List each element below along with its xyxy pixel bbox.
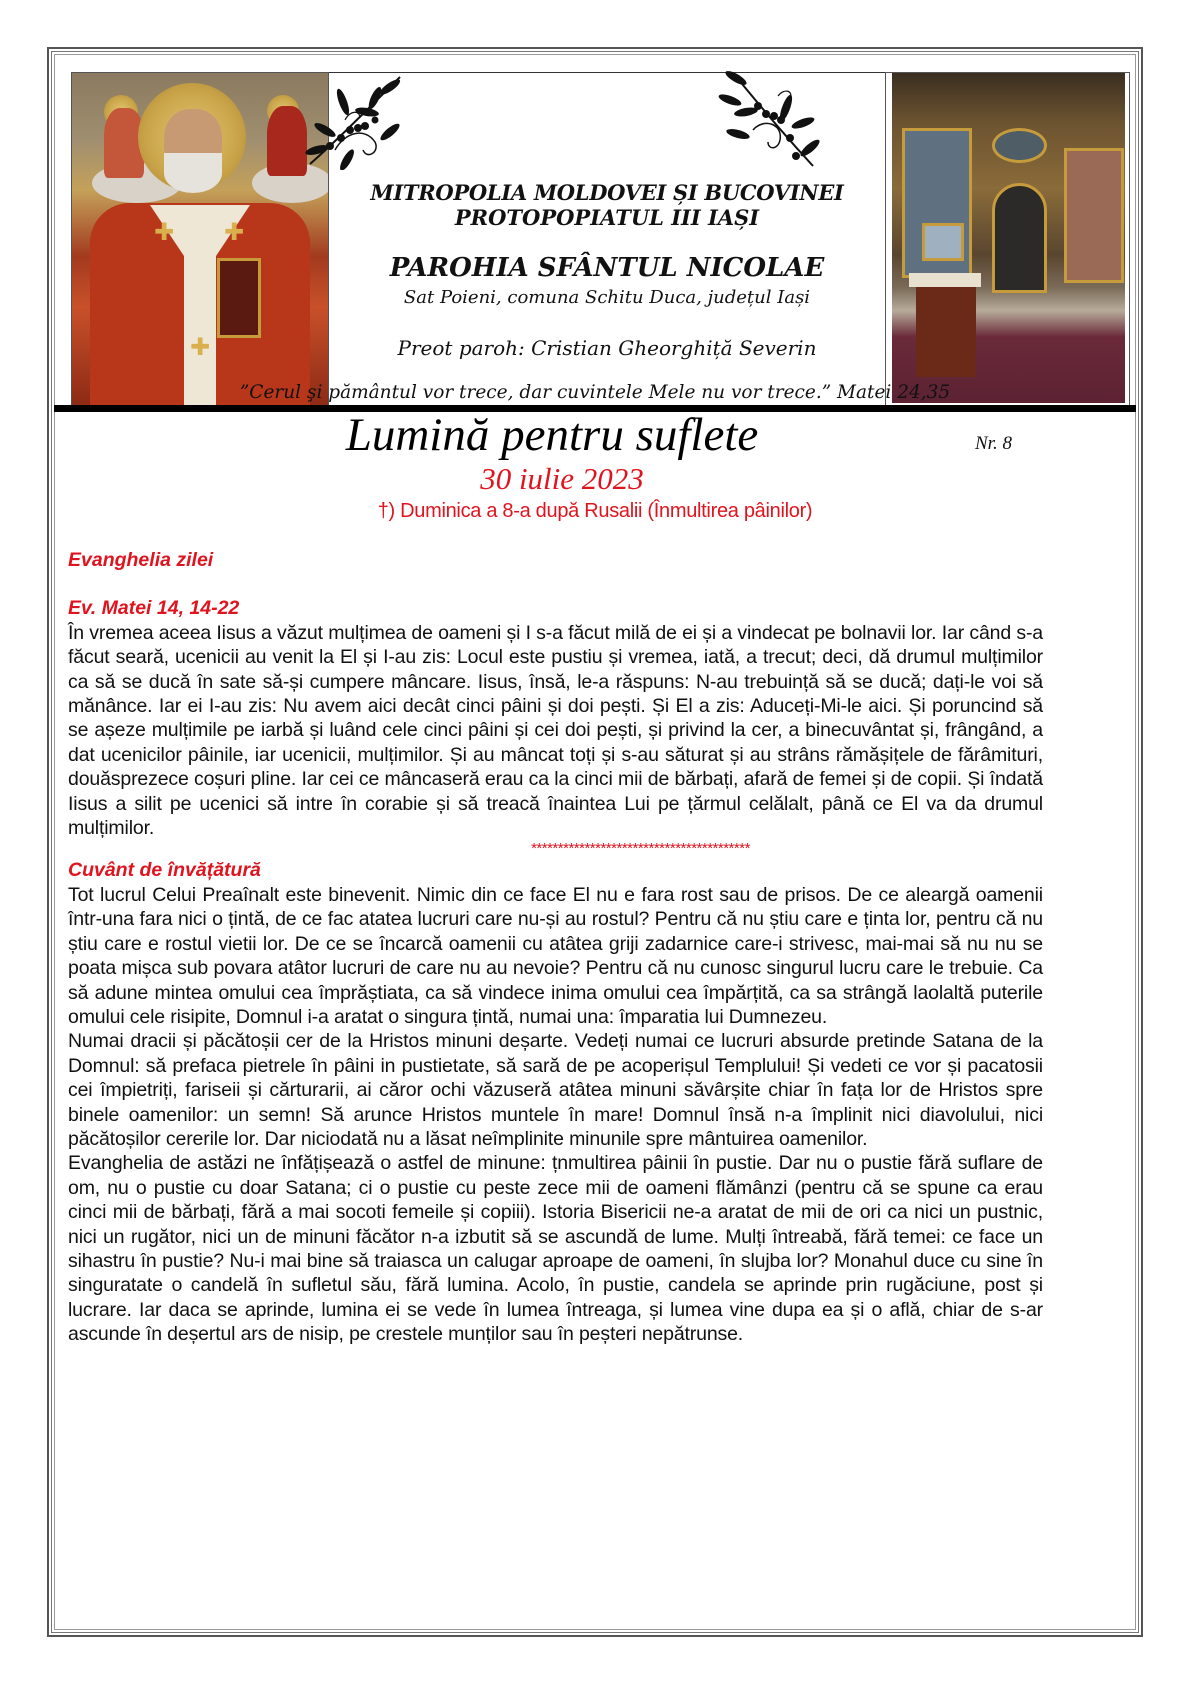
sermon-paragraph: Numai dracii și păcătoșii cer de la Hristos minuni deșarte. Vedeți numai ce lucruri absurde pretinde Satana de la Domnul: să prefaca pietrele în pâini in pustietate, să sară de pe acoperișul Templului! Și vedeti ce vor și pacatosii cei împietriți, fariseii și cărturarii, ai căror ochi văzuseră atâtea minuni săvârșite chiar în fața lor de Hristos spre binele oamenilor: un semn! Să arunce Hristos muntele în mare! Domnul însă n-a împlinit nici diavolului, nici păcătoșilor cererile lor. Dar niciodată nu a lăsat neîmplinite minunile spre mântuirea oamenilor. <box>68 1030 1043 1150</box>
icon-on-lectern <box>922 223 964 261</box>
sermon-paragraph: Evanghelia de astăzi ne înfățișează o astfel de minune: țnmultirea pâinii în pustie. Dar nu o pustie fără suflare de om, nu o pustie cu doar Satana; ci o pustie cu peste zece mii de oameni flămânzi (pentru că se spune ca erau cinci mii de bărbați, fără a mai socoti femeile și copiii). Istoria Bisericii ne-a aratat de mii de ori ca nici un pustnic, nici un rugător, nici un de minuni făcător n-a izbutit să se ascundă de lume. Mulți întreabă, fără temei: ce face un sihastru în pustie? Nu-i mai bine să traiasca un calugar aproape de oameni, în slujba lor? Monahul duce cu sine în singuratate o candelă în sufletul său, fără lumina. Acolo, în pustie, candela se aprinde prin rugăciune, post și lucrare. Iar daca se aprinde, lumina ei se vede în lumea întreaga, și lumea vine dupa ea și o află, chiar de s-ar ascunde în deșertul ars de nisip, pe crestele munților sau în peșteri nepătrunse. <box>68 1152 1043 1346</box>
theotokos-figure <box>267 106 307 176</box>
icon-panel-right <box>1064 148 1124 283</box>
olive-branch-icon <box>718 68 823 170</box>
icon-medallion <box>992 128 1047 163</box>
sermon-heading: Cuvânt de învățătură <box>68 859 261 882</box>
parish-address: Sat Poieni, comuna Schitu Duca, județul Iași <box>403 287 811 308</box>
section-separator: ***************************************** <box>531 840 750 858</box>
royal-doors <box>992 183 1047 293</box>
lectern-cloth <box>909 273 981 287</box>
metropolis-name: MITROPOLIA MOLDOVEI ȘI BUCOVINEI <box>370 180 844 205</box>
cross-icon: ✚ <box>190 333 211 361</box>
gospel-book <box>217 258 261 338</box>
cross-icon: ✚ <box>154 218 175 246</box>
parish-priest: Preot paroh: Cristian Gheorghiță Severin <box>397 336 817 360</box>
sermon-paragraph: Tot lucrul Celui Preaînalt este binevenit. Nimic din ce face El nu e fara rost sau de prisos. De ce aleargă oamenii într-una fara nici o țintă, de ce fac atatea lucruri care nu-și au rostul? Pentru că nu știu care e ținta lor, pentru că nu știu care e rostul vietii lor. De ce se încarcă oamenii cu atâtea griji zadarnice care-i strivesc, mai-mai să nu nu se poata mișca sub povara atâtor lucruri de care nu au nevoie? Pentru că nu cunosc singurul lucru care le trebuie. Ca să adune mintea omului cea împrăștiata, ca să vindece inima omului cea împărțită, ca sa strângă laolaltă puterile omului cele risipite, Domnul i-a aratat o singura țintă, numai una: împaratia lui Dumnezeu. <box>68 883 1043 1028</box>
gospel-heading: Evanghelia zilei <box>68 549 214 571</box>
feast-day: †) Duminica a 8-a după Rusalii (Înmultirea pâinilor) <box>377 500 813 522</box>
gospel-text: În vremea aceea Iisus a văzut mulțimea de oameni și I s-a făcut milă de ei și a vindecat pe bolnavii lor. Iar când s-a făcut seară, ucenicii au venit la El și I-au zis: Locul este pustiu și vremea, iată, a trecut; deci, dă drumul mulțimilor ca să se ducă în sate să-și cumpere mâncare. Iisus, însă, le-a răspuns: N-au trebuință să se ducă; dați-le voi să mănânce. Iar ei I-au zis: Nu avem aici decât cinci pâini și doi pești. Și El a zis: Aduceți-Mi-le aici. Și poruncind să se așeze mulțimile pe iarbă și luând cele cinci pâini și cei doi pești, și privind la cer, a binecuvântat și, frângând, a dat ucenicilor pâinile, iar ucenicii, mulțimilor. Și au mâncat toți și s-au săturat și au strâns rămășițele de fărâmituri, douăsprezece coșuri pline. Iar cei ce mâncaseră erau ca la cinci mii de bărbați, afară de femei și de copii. Și îndată Iisus a silit pe ucenici să intre în corabie și să treacă înaintea Lui pe țărmul celălalt, până ce El va da drumul mulțimilor. <box>68 621 1043 840</box>
parish-name: PAROHIA SFÂNTUL NICOLAE <box>389 253 825 283</box>
olive-branch-icon <box>305 72 410 170</box>
saint-nicholas-icon-image <box>71 72 329 408</box>
motto-quote: ”Cerul şi pământul vor trece, dar cuvintele Mele nu vor trece.” Matei 24,35 <box>239 382 951 403</box>
lectern <box>916 287 976 377</box>
issue-date: 30 iulie 2023 <box>480 461 644 496</box>
cross-icon: ✚ <box>224 218 245 246</box>
church-interior-photo <box>885 72 1130 408</box>
issue-number: Nr. 8 <box>975 433 1012 454</box>
newsletter-title: Lumină pentru suflete <box>345 409 759 461</box>
protopopiat-name: PROTOPOPIATUL III IAȘI <box>454 205 760 230</box>
main-content <box>68 548 1043 1347</box>
gospel-reference: Ev. Matei 14, 14-22 <box>68 597 240 620</box>
saint-beard <box>164 153 222 193</box>
